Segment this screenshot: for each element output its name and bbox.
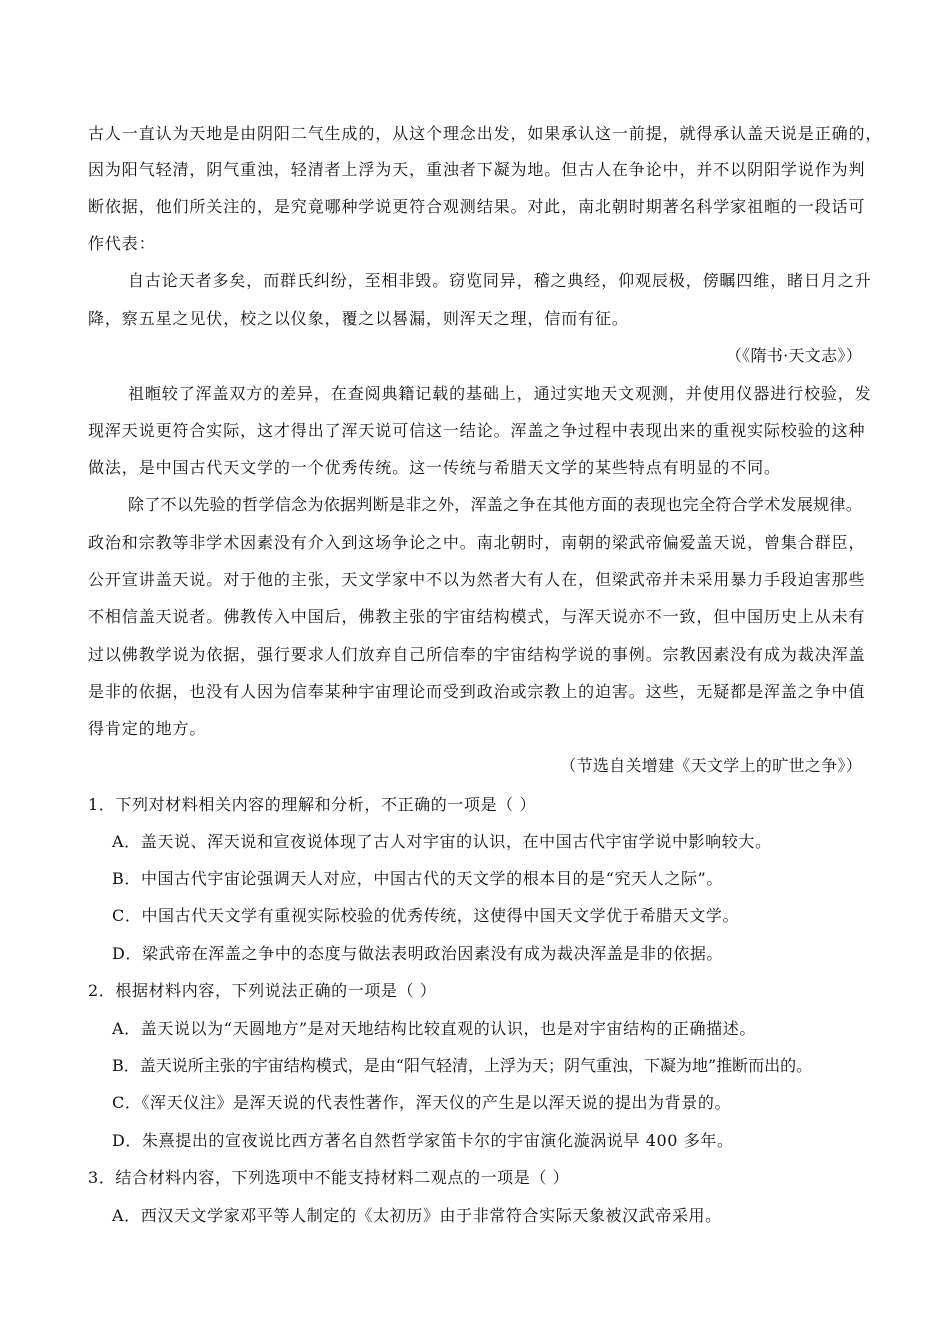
- passage-line: 得肯定的地方。: [88, 719, 207, 738]
- passage-line: 不相信盖天说者。佛教传入中国后，佛教主张的宇宙结构模式，与浑天说亦不一致，但中国历史上从未有: [88, 607, 866, 626]
- quote-line: 自古论天者多矣，而群氏纠纷，至相非毁。窃览同异，稽之典经，仰观辰极，傍瞩四维，睹日月之升: [128, 271, 872, 290]
- quote-line: 降，察五星之见伏，校之以仪象，覆之以晷漏，则浑天之理，信而有征。: [88, 309, 629, 328]
- quote-source: （《隋书·天文志》）: [725, 346, 862, 365]
- passage-line: 因为阳气轻清，阴气重浊，轻清者上浮为天，重浊者下凝为地。但古人在争论中，并不以阴阳学说作为判: [88, 160, 866, 179]
- answer-option: C．中国古代天文学有重视实际校验的优秀传统，这使得中国天文学优于希腊天文学。: [112, 906, 740, 925]
- answer-option: B．中国古代宇宙论强调天人对应，中国古代的天文学的根本目的是“究天人之际”。: [112, 869, 723, 888]
- question-stem: 2．根据材料内容，下列说法正确的一项是（ ）: [88, 981, 437, 1000]
- answer-option: C．《浑天仪注》是浑天说的代表性著作，浑天仪的产生是以浑天说的提出为背景的。: [112, 1093, 732, 1112]
- passage-line: 现浑天说更符合实际，这才得出了浑天说可信这一结论。浑盖之争过程中表现出来的重视实际校验的这种: [88, 421, 866, 440]
- answer-option: A．盖天说以为“天圆地方”是对天地结构比较直观的认识，也是对宇宙结构的正确描述。: [112, 1019, 756, 1038]
- question-stem: 1．下列对材料相关内容的理解和分析，不正确的一项是（ ）: [88, 795, 537, 814]
- passage-line: 祖暅较了浑盖双方的差异，在查阅典籍记载的基础上，通过实地天文观测，并使用仪器进行校验，发: [128, 384, 872, 403]
- answer-option: A．西汉天文学家邓平等人制定的《太初历》由于非常符合实际天象被汉武帝采用。: [112, 1206, 722, 1225]
- passage-line: 古人一直认为天地是由阴阳二气生成的，从这个理念出发，如果承认这一前提，就得承认盖天说是正确的，: [88, 124, 883, 143]
- question-stem: 3．结合材料内容，下列选项中不能支持材料二观点的一项是（ ）: [88, 1168, 570, 1187]
- passage-line: 断依据，他们所关注的，是究竟哪种学说更符合观测结果。对此，南北朝时期著名科学家祖暅的一段话可: [88, 197, 866, 216]
- passage-line: 是非的依据，也没有人因为信奉某种宇宙理论而受到政治或宗教上的迫害。这些，无疑都是浑盖之争中值: [88, 682, 866, 701]
- answer-option: D．梁武帝在浑盖之争中的态度与做法表明政治因素没有成为裁决浑盖是非的依据。: [112, 944, 724, 963]
- passage-line: 政治和宗教等非学术因素没有介入到这场争论之中。南北朝时，南朝的梁武帝偏爱盖天说，曾集合群臣，: [88, 533, 866, 552]
- passage-source: （节选自关增建《天文学上的旷世之争》）: [560, 756, 862, 775]
- passage-line: 过以佛教学说为依据，强行要求人们放弃自己所信奉的宇宙结构学说的事例。宗教因素没有成为裁决浑盖: [88, 645, 866, 664]
- answer-option: D．朱熹提出的宣夜说比西方著名自然哲学家笛卡尔的宇宙演化漩涡说早 400 多年。: [112, 1131, 734, 1150]
- passage-line: 公开宣讲盖天说。对于他的主张，天文学家中不以为然者大有人在，但梁武帝并未采用暴力手段迫害那些: [88, 570, 866, 589]
- passage-line: 除了不以先验的哲学信念为依据判断是非之外，浑盖之争在其他方面的表现也完全符合学术发展规律。: [128, 495, 862, 514]
- answer-option: A．盖天说、浑天说和宣夜说体现了古人对宇宙的认识，在中国古代宇宙学说中影响较大。: [112, 832, 772, 851]
- answer-option: B．盖天说所主张的宇宙结构模式，是由“阳气轻清，上浮为天；阴气重浊，下凝为地”推断而出的。: [112, 1056, 813, 1075]
- passage-line: 做法，是中国古代天文学的一个优秀传统。这一传统与希腊天文学的某些特点有明显的不同。: [88, 458, 781, 477]
- passage-line: 作代表：: [88, 234, 156, 253]
